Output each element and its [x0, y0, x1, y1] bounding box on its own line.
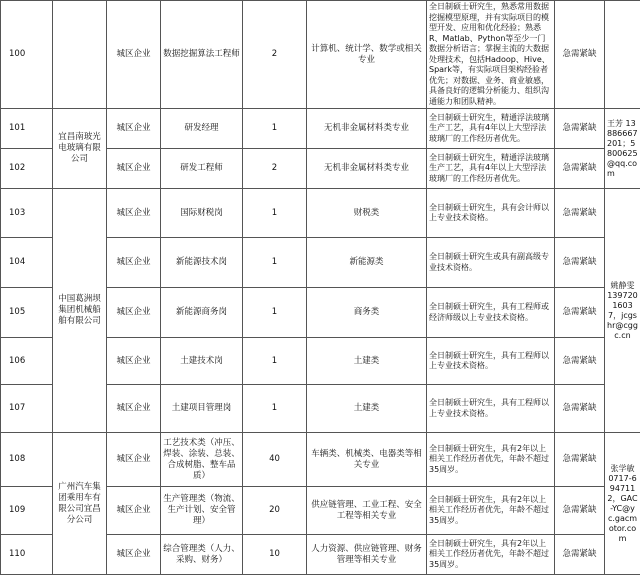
major: 新能源类: [307, 238, 427, 288]
company-name: 宜昌南玻光电玻璃有限公司: [53, 109, 107, 189]
requirement: 全日制硕士研究生，精通浮法玻璃生产工艺，具有4年以上大型浮法玻璃厂的工作经历者优先。: [427, 109, 555, 149]
demand-level: 急需紧缺: [555, 189, 605, 238]
company-type: 城区企业: [107, 487, 161, 535]
demand-level: 急需紧缺: [555, 109, 605, 149]
requirement: 全日制硕士研究生，具有工程师以上专业技术资格。: [427, 385, 555, 433]
headcount: 2: [243, 1, 307, 109]
position-name: 土建技术岗: [161, 338, 243, 385]
headcount: 10: [243, 535, 307, 575]
requirement: 全日制硕士研究生，具有工程师以上专业技术资格。: [427, 338, 555, 385]
row-number: 101: [1, 109, 53, 149]
contact-info: 王芳 13886667201；5800625@qq.com: [605, 109, 640, 189]
demand-level: 急需紧缺: [555, 338, 605, 385]
demand-level: 急需紧缺: [555, 1, 605, 109]
contact-info: 姚静雯 13972016037，jcgshr@cggc.cn: [605, 189, 640, 433]
demand-level: 急需紧缺: [555, 433, 605, 487]
table-row: [1, 189, 640, 238]
requirement: 全日制硕士研究生，具有2年以上相关工作经历者优先，年龄不超过35周岁。: [427, 433, 555, 487]
position-name: 工艺技术类（冲压、焊装、涂装、总装、合成树脂、整车品质）: [161, 433, 243, 487]
row-number: 108: [1, 433, 53, 487]
row-number: 104: [1, 238, 53, 288]
headcount: 1: [243, 238, 307, 288]
major: 计算机、统计学、数学或相关专业: [307, 1, 427, 109]
row-number: 102: [1, 149, 53, 189]
row-number: 107: [1, 385, 53, 433]
major: 土建类: [307, 385, 427, 433]
demand-level: 急需紧缺: [555, 288, 605, 338]
demand-level: 急需紧缺: [555, 535, 605, 575]
position-name: 数据挖掘算法工程师: [161, 1, 243, 109]
table-row: [1, 433, 640, 487]
headcount: 1: [243, 189, 307, 238]
position-name: 新能源技术岗: [161, 238, 243, 288]
demand-level: 急需紧缺: [555, 238, 605, 288]
company-type: 城区企业: [107, 189, 161, 238]
headcount: 1: [243, 288, 307, 338]
table-row: [1, 1, 640, 109]
table-row: [1, 109, 640, 149]
position-name: 综合管理类（人力、采购、财务）: [161, 535, 243, 575]
demand-level: 急需紧缺: [555, 385, 605, 433]
position-name: 新能源商务岗: [161, 288, 243, 338]
row-number: 106: [1, 338, 53, 385]
major: 人力资源、供应链管理、财务管理等相关专业: [307, 535, 427, 575]
company-type: 城区企业: [107, 535, 161, 575]
major: 无机非金属材料类专业: [307, 109, 427, 149]
company-name: 中国葛洲坝集团机械船舶有限公司: [53, 189, 107, 433]
company-type: 城区企业: [107, 1, 161, 109]
row-number: 109: [1, 487, 53, 535]
requirement: 全日制硕士研究生，熟悉常用数据挖掘模型原理，并有实际项目的模型开发、应用和优化经验；熟悉R、Matlab、Python等至少一门数据分析语言；掌握主流的大数据处理技术，包括Hadoop、Hive、Spark等，有实际项目架构经验者优先；对数据、业务、商业敏感，具备良好的逻辑分析能力、组织沟通能力和团队精神。: [427, 1, 555, 109]
company-type: 城区企业: [107, 149, 161, 189]
row-number: 103: [1, 189, 53, 238]
demand-level: 急需紧缺: [555, 149, 605, 189]
headcount: 20: [243, 487, 307, 535]
headcount: 40: [243, 433, 307, 487]
contact-info: 张学敏 0717-6947112，GAC-YC@yc.gacmotor.com: [605, 433, 640, 575]
company-type: 城区企业: [107, 288, 161, 338]
major: 商务类: [307, 288, 427, 338]
row-number: 110: [1, 535, 53, 575]
position-name: 研发工程师: [161, 149, 243, 189]
requirement: 全日制硕士研究生，精通浮法玻璃生产工艺，具有4年以上大型浮法玻璃厂的工作经历者优先。: [427, 149, 555, 189]
position-name: 土建项目管理岗: [161, 385, 243, 433]
requirement: 全日制硕士研究生，具有2年以上相关工作经历者优先，年龄不超过35周岁。: [427, 487, 555, 535]
position-name: 研发经理: [161, 109, 243, 149]
headcount: 2: [243, 149, 307, 189]
headcount: 1: [243, 385, 307, 433]
major: 无机非金属材料类专业: [307, 149, 427, 189]
position-name: 生产管理类（物流、生产计划、安全管理）: [161, 487, 243, 535]
contact-cell: [605, 1, 640, 109]
requirement: 全日制硕士研究生，具有工程师或经济师级以上专业技术资格。: [427, 288, 555, 338]
row-number: 105: [1, 288, 53, 338]
headcount: 1: [243, 109, 307, 149]
major: 供应链管理、工业工程、安全工程等相关专业: [307, 487, 427, 535]
demand-level: 急需紧缺: [555, 487, 605, 535]
requirement: 全日制硕士研究生，具有2年以上相关工作经历者优先，年龄不超过35周岁。: [427, 535, 555, 575]
company-type: 城区企业: [107, 433, 161, 487]
major: 财税类: [307, 189, 427, 238]
company-type: 城区企业: [107, 238, 161, 288]
major: 土建类: [307, 338, 427, 385]
company-type: 城区企业: [107, 338, 161, 385]
requirement: 全日制硕士研究生或具有副高级专业技术资格。: [427, 238, 555, 288]
headcount: 1: [243, 338, 307, 385]
company-name: 广州汽车集团乘用车有限公司宜昌分公司: [53, 433, 107, 575]
company-type: 城区企业: [107, 109, 161, 149]
row-number: 100: [1, 1, 53, 109]
company-type: 城区企业: [107, 385, 161, 433]
position-name: 国际财税岗: [161, 189, 243, 238]
major: 车辆类、机械类、电器类等相关专业: [307, 433, 427, 487]
company-cell: [53, 1, 107, 109]
requirement: 全日制硕士研究生，具有会计师以上专业技术资格。: [427, 189, 555, 238]
